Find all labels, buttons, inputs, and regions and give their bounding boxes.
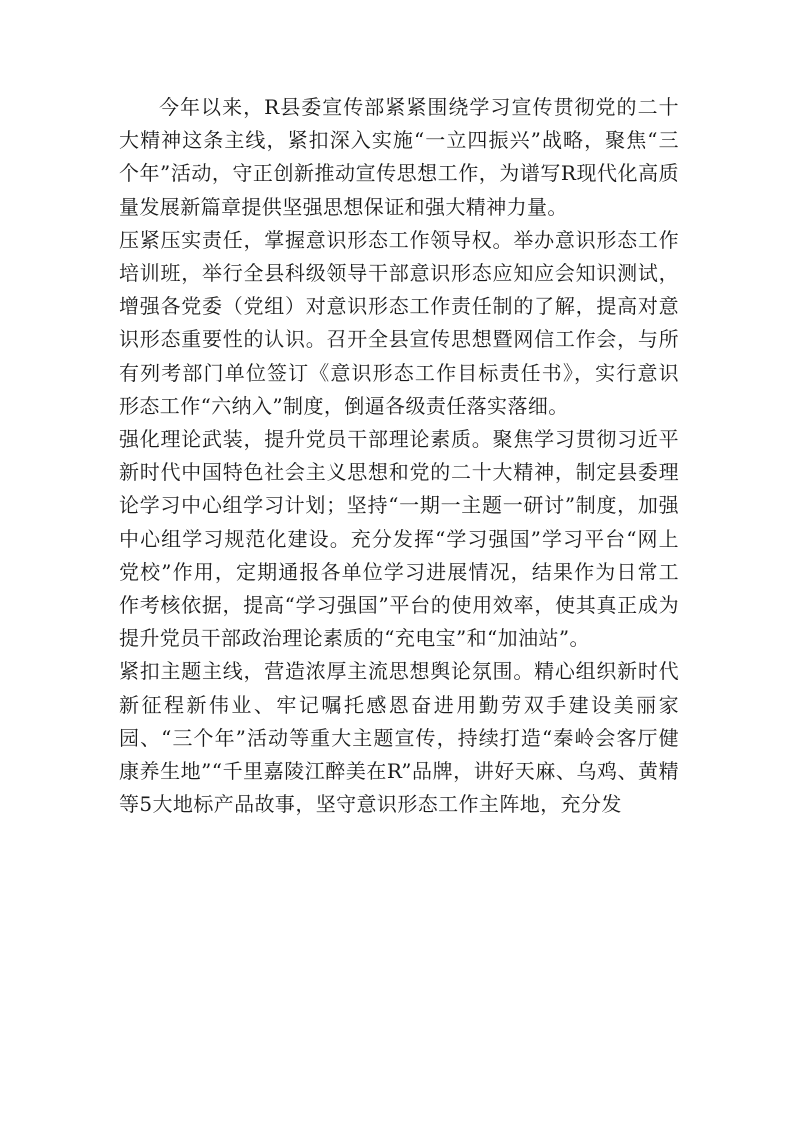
paragraph-theme-publicity: 紧扣主题主线，营造浓厚主流思想舆论氛围。精心组织新时代新征程新伟业、牢记嘱托感恩奋进用勤劳双手建设美丽家园、“三个年”活动等重大主题宣传，持续打造“秦岭会客厅健康养生地”“千里嘉陵江醉美在R”品牌，讲好天麻、乌鸡、黄精等5大地标产品故事，坚守意识形态工作主阵地，充分发 [119,659,679,817]
paragraph-intro: 今年以来，R县委宣传部紧紧围绕学习宣传贯彻党的二十大精神这条主线，紧扣深入实施“一立四振兴”战略，聚焦“三个年”活动，守正创新推动宣传思想工作，为谱写R现代化高质量发展新篇章提供坚强思想保证和强大精神力量。 [119,95,679,219]
document-body [119,91,679,821]
paragraph-ideology-responsibility: 压紧压实责任，掌握意识形态工作领导权。举办意识形态工作培训班，举行全县科级领导干部意识形态应知应会知识测试，增强各党委（党组）对意识形态工作责任制的了解，提高对意识形态重要性的认识。召开全县宣传思想暨网信工作会，与所有列考部门单位签订《意识形态工作目标责任书》，实行意识形态工作“六纳入”制度，倒逼各级责任落实落细。 [119,227,679,418]
paragraph-theory-study: 强化理论武装，提升党员干部理论素质。聚焦学习贯彻习近平新时代中国特色社会主义思想和党的二十大精神，制定县委理论学习中心组学习计划；坚持“一期一主题一研讨”制度，加强中心组学习规范化建设。充分发挥“学习强国”学习平台“网上党校”作用，定期通报各单位学习进展情况，结果作为日常工作考核依据，提高“学习强国”平台的使用效率，使其真正成为提升党员干部政治理论素质的“充电宝”和“加油站”。 [119,427,679,651]
